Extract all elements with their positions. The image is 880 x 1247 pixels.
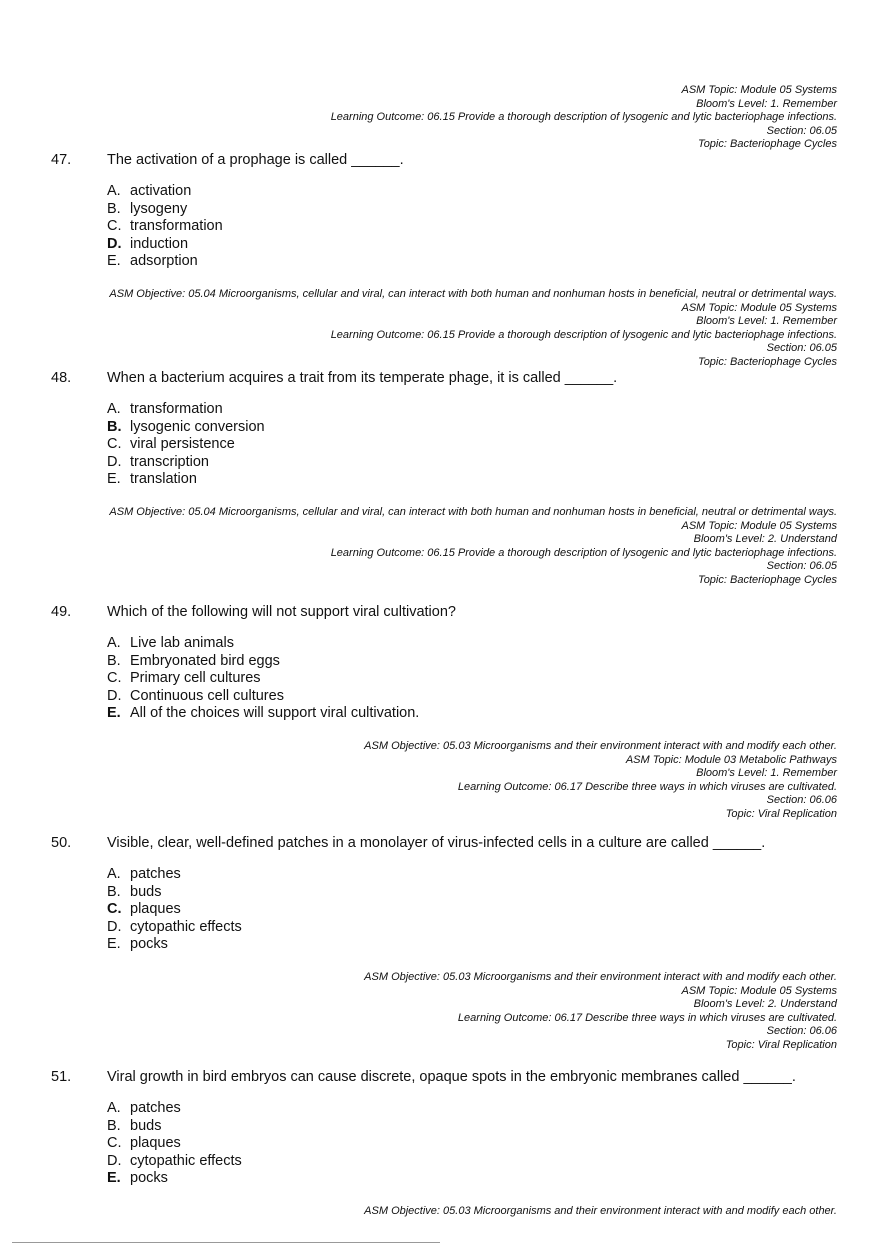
choice-text: buds bbox=[130, 883, 162, 900]
meta-line: Topic: Viral Replication bbox=[725, 807, 837, 820]
choice-letter: A. bbox=[107, 401, 121, 417]
choice-a bbox=[107, 1100, 841, 1118]
choice-b bbox=[107, 1118, 841, 1136]
meta-line: ASM Topic: Module 03 Metabolic Pathways bbox=[625, 753, 837, 766]
choice-e bbox=[107, 705, 841, 723]
choice-text: buds bbox=[130, 1117, 162, 1134]
choice-text: translation bbox=[130, 471, 197, 487]
meta-line: Bloom's Level: 1. Remember bbox=[696, 97, 837, 110]
question-51 bbox=[51, 1069, 841, 1188]
choice-c bbox=[107, 670, 841, 688]
meta-line: Section: 06.05 bbox=[766, 560, 837, 573]
choice-e bbox=[107, 1170, 841, 1188]
meta-line: Topic: Viral Replication bbox=[725, 1038, 837, 1051]
meta-line: Section: 06.06 bbox=[766, 794, 837, 807]
choice-letter: A. bbox=[107, 635, 121, 651]
choice-a bbox=[107, 183, 841, 201]
choice-text: All of the choices will support viral cultivation. bbox=[130, 705, 420, 721]
meta-line: ASM Objective: 05.04 Microorganisms, cellular and viral, can interact with both human and nonhuman hosts in beneficial, neutral or detrimental ways. bbox=[109, 506, 837, 518]
choice-letter: E. bbox=[107, 936, 121, 952]
choice-a bbox=[107, 635, 841, 653]
meta-line: Learning Outcome: 06.15 Provide a thorough description of lysogenic and lytic bacteriophage infections. bbox=[330, 546, 837, 559]
choice-e bbox=[107, 936, 841, 954]
choice-text: adsorption bbox=[130, 253, 198, 269]
choice-text: Primary cell cultures bbox=[130, 670, 261, 686]
choice-text: lysogeny bbox=[130, 200, 188, 217]
choice-letter: B. bbox=[107, 1117, 121, 1134]
choice-d bbox=[107, 688, 841, 706]
choice-text: activation bbox=[130, 183, 192, 199]
choice-text: induction bbox=[130, 235, 189, 252]
choice-letter: B. bbox=[107, 200, 121, 217]
choice-text: transformation bbox=[130, 401, 223, 417]
choice-letter: E. bbox=[107, 1170, 121, 1186]
choice-d bbox=[107, 236, 841, 254]
question-number: 47. bbox=[51, 152, 72, 168]
meta-line: ASM Topic: Module 05 Systems bbox=[681, 519, 837, 532]
choice-b bbox=[107, 653, 841, 671]
choice-text: pocks bbox=[130, 936, 168, 952]
choice-e bbox=[107, 253, 841, 271]
choice-letter: D. bbox=[107, 235, 122, 252]
choice-letter: B. bbox=[107, 883, 121, 900]
question-50 bbox=[51, 835, 841, 954]
meta-line: ASM Objective: 05.03 Microorganisms and their environment interact with and modify each other. bbox=[364, 740, 837, 752]
choice-text: lysogenic conversion bbox=[130, 418, 265, 435]
question-number: 51. bbox=[51, 1069, 72, 1085]
choice-text: Embryonated bird eggs bbox=[130, 652, 280, 669]
header-metadata bbox=[331, 84, 837, 152]
choice-letter: C. bbox=[107, 1135, 122, 1151]
question-metadata bbox=[364, 1205, 837, 1219]
choice-letter: A. bbox=[107, 1100, 121, 1116]
choice-letter: D. bbox=[107, 918, 122, 935]
meta-line: Topic: Bacteriophage Cycles bbox=[697, 573, 837, 586]
choice-list bbox=[107, 183, 841, 271]
choice-letter: C. bbox=[107, 670, 122, 686]
question-number: 49. bbox=[51, 604, 72, 620]
footer-divider bbox=[12, 1242, 440, 1243]
question-text: The activation of a prophage is called ______. bbox=[107, 152, 404, 168]
choice-text: pocks bbox=[130, 1170, 168, 1186]
meta-line: Learning Outcome: 06.17 Describe three ways in which viruses are cultivated. bbox=[457, 780, 837, 793]
choice-d bbox=[107, 919, 841, 937]
choice-list bbox=[107, 635, 841, 723]
choice-text: Continuous cell cultures bbox=[130, 687, 284, 704]
choice-a bbox=[107, 866, 841, 884]
question-49 bbox=[51, 604, 841, 723]
question-48 bbox=[51, 370, 841, 489]
choice-c bbox=[107, 901, 841, 919]
meta-line: Bloom's Level: 2. Understand bbox=[693, 998, 837, 1011]
meta-line: Bloom's Level: 2. Understand bbox=[693, 533, 837, 546]
meta-line: Topic: Bacteriophage Cycles bbox=[697, 355, 837, 368]
meta-line: ASM Topic: Module 05 Systems bbox=[681, 984, 837, 997]
choice-a bbox=[107, 401, 841, 419]
question-text: Viral growth in bird embryos can cause discrete, opaque spots in the embryonic membranes called ______. bbox=[107, 1069, 796, 1085]
meta-line: Learning Outcome: 06.17 Describe three ways in which viruses are cultivated. bbox=[457, 1011, 837, 1024]
meta-line: Bloom's Level: 1. Remember bbox=[696, 767, 837, 780]
question-metadata bbox=[364, 740, 837, 822]
choice-letter: A. bbox=[107, 183, 121, 199]
meta-line: Learning Outcome: 06.15 Provide a thorough description of lysogenic and lytic bacteriophage infections. bbox=[330, 328, 837, 341]
choice-e bbox=[107, 471, 841, 489]
meta-line: Bloom's Level: 1. Remember bbox=[696, 315, 837, 328]
choice-c bbox=[107, 1135, 841, 1153]
choice-letter: C. bbox=[107, 218, 122, 234]
question-47 bbox=[51, 152, 841, 271]
meta-line: ASM Objective: 05.03 Microorganisms and their environment interact with and modify each other. bbox=[364, 1205, 837, 1217]
question-number: 48. bbox=[51, 370, 72, 386]
choice-text: plaques bbox=[130, 901, 181, 917]
meta-line: Section: 06.06 bbox=[766, 1025, 837, 1038]
question-text: When a bacterium acquires a trait from its temperate phage, it is called ______. bbox=[107, 370, 618, 386]
choice-text: cytopathic effects bbox=[130, 1152, 242, 1169]
choice-text: Live lab animals bbox=[130, 635, 234, 651]
choice-list bbox=[107, 401, 841, 489]
choice-letter: C. bbox=[107, 901, 122, 917]
choice-list bbox=[107, 866, 841, 954]
choice-letter: D. bbox=[107, 687, 122, 704]
choice-letter: D. bbox=[107, 453, 122, 470]
meta-line: Section: 06.05 bbox=[766, 342, 837, 355]
meta-line: ASM Objective: 05.04 Microorganisms, cellular and viral, can interact with both human and nonhuman hosts in beneficial, neutral or detrimental ways. bbox=[109, 288, 837, 300]
choice-b bbox=[107, 419, 841, 437]
choice-text: plaques bbox=[130, 1135, 181, 1151]
question-metadata bbox=[109, 506, 837, 588]
choice-d bbox=[107, 454, 841, 472]
choice-text: transformation bbox=[130, 218, 223, 234]
choice-text: transcription bbox=[130, 453, 209, 470]
meta-line: Topic: Bacteriophage Cycles bbox=[697, 138, 837, 151]
question-number: 50. bbox=[51, 835, 72, 851]
question-text: Visible, clear, well-defined patches in a monolayer of virus-infected cells in a culture are called ______. bbox=[107, 835, 766, 851]
choice-letter: E. bbox=[107, 705, 121, 721]
choice-d bbox=[107, 1153, 841, 1171]
choice-letter: B. bbox=[107, 418, 122, 435]
choice-letter: B. bbox=[107, 652, 121, 669]
choice-letter: A. bbox=[107, 866, 121, 882]
meta-line: ASM Objective: 05.03 Microorganisms and their environment interact with and modify each other. bbox=[364, 971, 837, 983]
question-metadata bbox=[364, 971, 837, 1053]
choice-b bbox=[107, 884, 841, 902]
meta-line: ASM Topic: Module 05 Systems bbox=[681, 84, 837, 96]
question-text: Which of the following will not support viral cultivation? bbox=[107, 604, 456, 620]
choice-letter: E. bbox=[107, 253, 121, 269]
choice-text: patches bbox=[130, 866, 181, 882]
choice-list bbox=[107, 1100, 841, 1188]
choice-letter: E. bbox=[107, 471, 121, 487]
meta-line: Learning Outcome: 06.15 Provide a thorough description of lysogenic and lytic bacteriophage infections. bbox=[330, 111, 837, 124]
choice-letter: D. bbox=[107, 1152, 122, 1169]
choice-c bbox=[107, 436, 841, 454]
choice-text: patches bbox=[130, 1100, 181, 1116]
choice-letter: C. bbox=[107, 436, 122, 452]
meta-line: ASM Topic: Module 05 Systems bbox=[681, 301, 837, 314]
meta-line: Section: 06.05 bbox=[766, 124, 837, 137]
question-metadata bbox=[109, 288, 837, 370]
choice-text: cytopathic effects bbox=[130, 918, 242, 935]
choice-b bbox=[107, 201, 841, 219]
choice-text: viral persistence bbox=[130, 436, 235, 452]
choice-c bbox=[107, 218, 841, 236]
